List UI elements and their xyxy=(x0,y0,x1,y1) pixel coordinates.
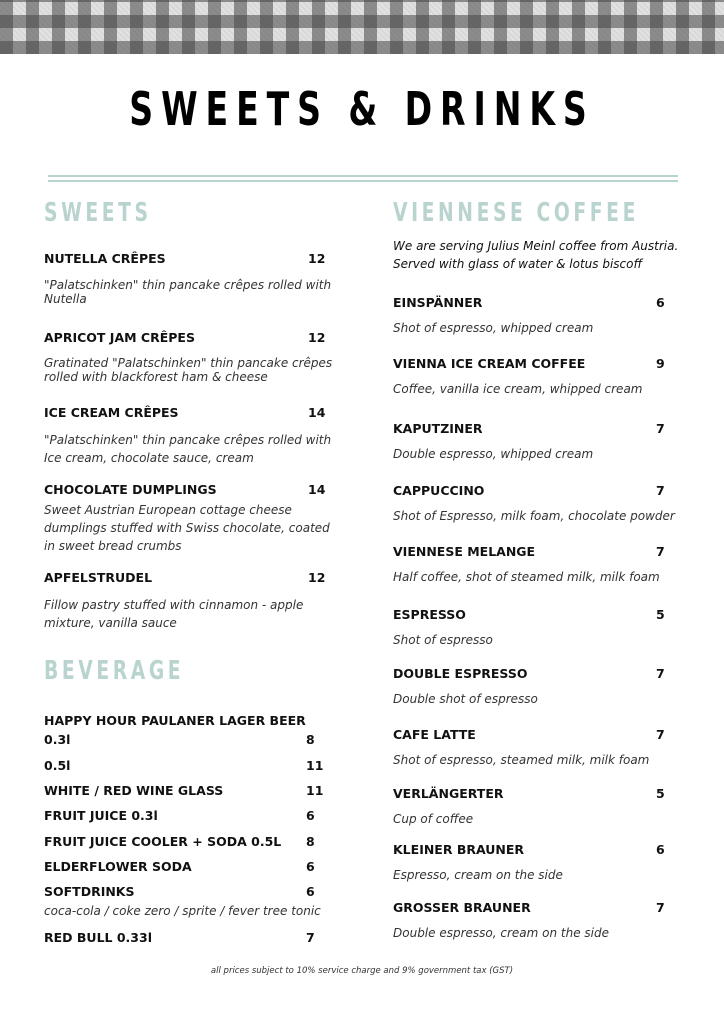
menu-item-name: CAPPUCCINO xyxy=(393,483,485,498)
menu-item-price: 7 xyxy=(656,727,665,742)
menu-item-name: 0.5l xyxy=(44,758,71,773)
divider-line xyxy=(48,175,678,177)
menu-item-name: RED BULL 0.33l xyxy=(44,930,152,945)
menu-item-price: 14 xyxy=(308,482,326,497)
menu-item-description: Double espresso, cream on the side xyxy=(393,926,610,940)
sweets-heading: SWEETS xyxy=(44,198,152,228)
menu-item-name: ESPRESSO xyxy=(393,607,466,622)
menu-item-price: 5 xyxy=(656,607,665,622)
menu-item-name: APFELSTRUDEL xyxy=(44,570,153,585)
menu-item-description: Gratinated "Palatschinken" thin pancake crêpes rolled with blackforest ham & cheese xyxy=(44,356,333,384)
menu-item-price: 12 xyxy=(308,570,326,585)
menu-item-price: 11 xyxy=(306,758,324,773)
menu-item-description: Shot of espresso, steamed milk, milk foam xyxy=(393,753,650,767)
menu-item-price: 12 xyxy=(308,330,326,345)
menu-item-price: 6 xyxy=(306,859,315,874)
menu-item-name: EINSPÄNNER xyxy=(393,295,483,310)
menu-item-price: 5 xyxy=(656,786,665,801)
footer-note: all prices subject to 10% service charge and 9% government tax (GST) xyxy=(210,966,514,976)
menu-item-price: 6 xyxy=(656,295,665,310)
menu-item-name: KLEINER BRAUNER xyxy=(393,842,525,857)
menu-item-price: 11 xyxy=(306,783,324,798)
menu-item-name: ICE CREAM CRÊPES xyxy=(44,405,179,420)
menu-item-description: Shot of espresso, whipped cream xyxy=(393,321,594,335)
menu-item-price: 7 xyxy=(656,421,665,436)
menu-item-price: 9 xyxy=(656,356,665,371)
beverage-heading: BEVERAGE xyxy=(44,656,185,686)
coffee-intro-text: We are serving Julius Meinl coffee from Austria. Served with glass of water & lotus biscoff xyxy=(393,239,679,271)
menu-item-name: WHITE / RED WINE GLASS xyxy=(44,783,224,798)
menu-item-name: CHOCOLATE DUMPLINGS xyxy=(44,482,217,497)
menu-item-description: Fillow pastry stuffed with cinnamon - apple mixture, vanilla sauce xyxy=(44,598,304,630)
menu-item-description: Shot of Espresso, milk foam, chocolate powder xyxy=(393,509,675,523)
menu-item-name: HAPPY HOUR PAULANER LAGER BEER xyxy=(44,713,306,728)
menu-item-name: CAFE LATTE xyxy=(393,727,476,742)
menu-item-price: 7 xyxy=(656,900,665,915)
menu-item-name: SOFTDRINKS xyxy=(44,884,135,899)
menu-item-price: 6 xyxy=(306,808,315,823)
menu-item-price: 6 xyxy=(306,884,315,899)
menu-item-description: Cup of coffee xyxy=(393,812,474,826)
menu-item-name: NUTELLA CRÊPES xyxy=(44,251,166,266)
menu-item-description: Double espresso, whipped cream xyxy=(393,447,594,461)
menu-item-price: 7 xyxy=(656,483,665,498)
menu-item-description: Espresso, cream on the side xyxy=(393,868,563,882)
coffee-heading: VIENNESE COFFEE xyxy=(393,198,639,228)
menu-item-price: 8 xyxy=(306,732,315,747)
menu-item-name: KAPUTZINER xyxy=(393,421,483,436)
menu-item-name: FRUIT JUICE COOLER + SODA 0.5L xyxy=(44,834,282,849)
menu-item-price: 12 xyxy=(308,251,326,266)
menu-item-price: 7 xyxy=(306,930,315,945)
menu-item-price: 7 xyxy=(656,666,665,681)
gingham-banner xyxy=(0,0,724,54)
menu-item-description: "Palatschinken" thin pancake crêpes rolled with Nutella xyxy=(44,278,332,306)
menu-item-description: Sweet Austrian European cottage cheese dumplings stuffed with Swiss chocolate, coated in sweet bread crumbs xyxy=(44,503,330,553)
menu-item-description: "Palatschinken" thin pancake crêpes rolled with Ice cream, chocolate sauce, cream xyxy=(44,433,332,465)
menu-item-description: Coffee, vanilla ice cream, whipped cream xyxy=(393,382,643,396)
menu-item-name: APRICOT JAM CRÊPES xyxy=(44,330,195,345)
menu-item-description: Half coffee, shot of steamed milk, milk foam xyxy=(393,570,660,584)
menu-item-name: GROSSER BRAUNER xyxy=(393,900,531,915)
menu-item-name: VIENNA ICE CREAM COFFEE xyxy=(393,356,586,371)
menu-item-name: VERLÄNGERTER xyxy=(393,786,504,801)
menu-item-name: DOUBLE ESPRESSO xyxy=(393,666,528,681)
menu-item-description: Shot of espresso xyxy=(393,633,493,647)
menu-item-name: ELDERFLOWER SODA xyxy=(44,859,192,874)
menu-item-price: 6 xyxy=(656,842,665,857)
menu-item-name: VIENNESE MELANGE xyxy=(393,544,536,559)
menu-item-description: coca-cola / coke zero / sprite / fever tree tonic xyxy=(44,904,321,918)
menu-item-price: 8 xyxy=(306,834,315,849)
menu-item-name: 0.3l xyxy=(44,732,71,747)
menu-item-price: 14 xyxy=(308,405,326,420)
menu-item-name: FRUIT JUICE 0.3l xyxy=(44,808,158,823)
divider-line xyxy=(48,180,678,182)
menu-item-price: 7 xyxy=(656,544,665,559)
page-title: SWEETS & DRINKS xyxy=(129,82,595,136)
menu-item-description: Double shot of espresso xyxy=(393,692,538,706)
